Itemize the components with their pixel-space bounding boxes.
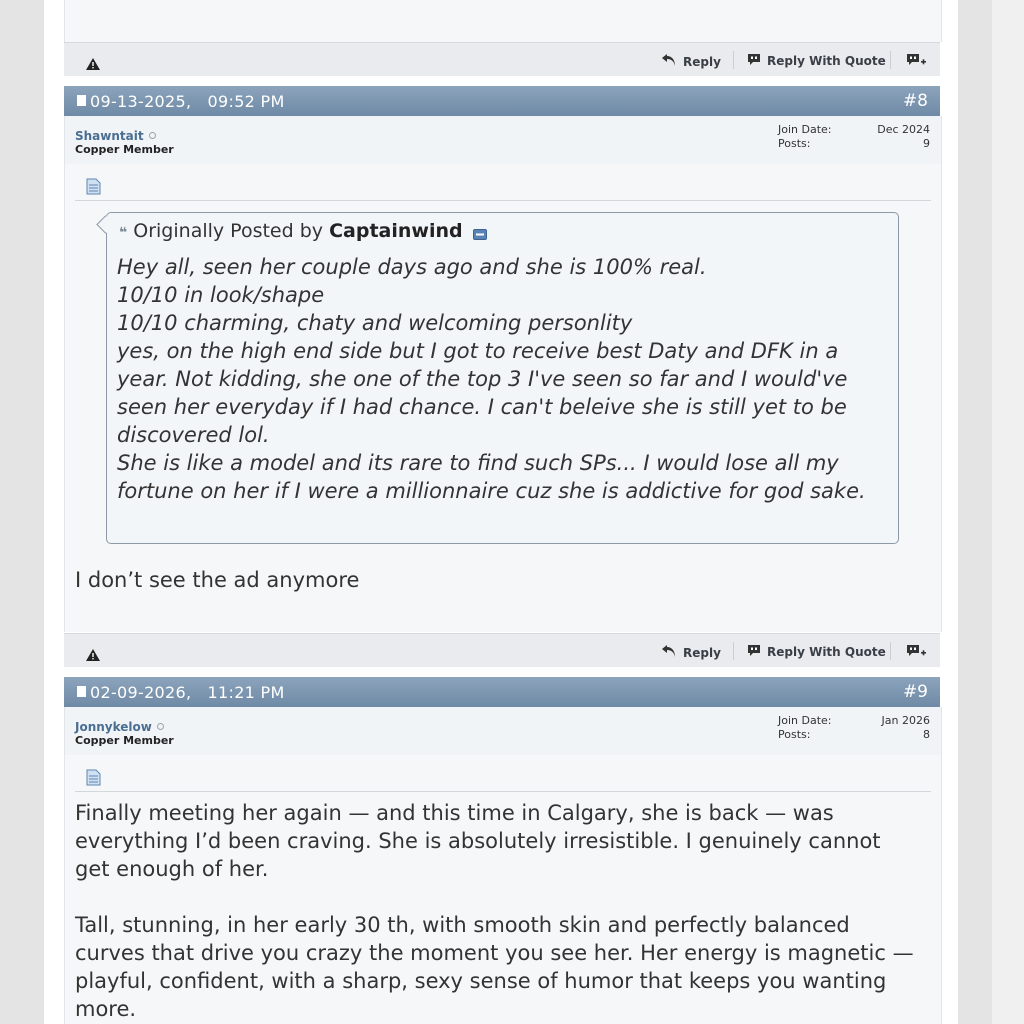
post-date: 09-13-2025, 09:52 PM	[90, 92, 285, 111]
post-message: Finally meeting her again — and this time in Calgary, she is back — was everything I’d been craving. She is absolutely irresistible. I genuinely cannot get enough of her. Tall, stunning, in her early 30 th, with smooth skin and perfectly balanced curves that drive you crazy the moment you see her. Her energy is magnetic — playful, confident, with a sharp, sexy sense of humor that keeps you wanting more.	[75, 801, 914, 1021]
quote-bubble-icon	[747, 53, 761, 69]
post-message: I don’t see the ad anymore	[75, 568, 360, 592]
offline-status-icon	[157, 723, 164, 730]
post-number-link[interactable]: #8	[902, 91, 928, 111]
scrollbar-track[interactable]	[992, 0, 1024, 1024]
multi-quote-icon[interactable]	[906, 644, 926, 658]
post-icon	[86, 769, 101, 790]
post-footer	[64, 42, 940, 76]
user-meta-labels: Join Date: Posts:	[778, 123, 832, 150]
post-header	[64, 86, 940, 116]
post-divider	[75, 200, 931, 201]
report-icon[interactable]	[86, 646, 100, 665]
user-meta-values: Jan 2026 8	[881, 714, 930, 741]
view-post-icon[interactable]	[473, 223, 487, 245]
divider	[733, 51, 734, 69]
divider	[890, 51, 891, 69]
user-meta-labels: Join Date: Posts:	[778, 714, 832, 741]
quote-block	[106, 212, 899, 544]
reply-icon	[661, 53, 677, 70]
post-date: 02-09-2026, 11:21 PM	[90, 683, 285, 702]
previous-post-tail	[64, 0, 942, 42]
post-header	[64, 677, 940, 707]
post-status-icon	[77, 95, 86, 106]
quote-marks-icon: ❝	[119, 225, 128, 241]
user-title: Copper Member	[75, 734, 174, 747]
multi-quote-icon[interactable]	[906, 53, 926, 67]
divider	[890, 642, 891, 660]
report-icon[interactable]	[86, 55, 100, 74]
post-status-icon	[77, 686, 86, 697]
reply-button[interactable]: Reply	[661, 53, 721, 70]
username-link[interactable]: Jonnykelow	[75, 720, 164, 734]
user-meta-values: Dec 2024 9	[877, 123, 930, 150]
quote-header: ❝ Originally Posted by Captainwind	[119, 220, 487, 245]
post-body	[64, 164, 942, 632]
quote-arrow	[96, 215, 114, 233]
username-link[interactable]: Shawntait	[75, 129, 156, 143]
offline-status-icon	[149, 132, 156, 139]
reply-icon	[661, 644, 677, 661]
user-info-bar	[64, 707, 942, 755]
reply-button[interactable]: Reply	[661, 644, 721, 661]
user-info-bar	[64, 116, 942, 164]
post-footer	[64, 633, 940, 667]
reply-with-quote-button[interactable]: Reply With Quote	[747, 53, 886, 69]
user-title: Copper Member	[75, 143, 174, 156]
post-number-link[interactable]: #9	[902, 682, 928, 702]
quote-text: Hey all, seen her couple days ago and she is 100% real. 10/10 in look/shape 10/10 charming, chaty and welcoming personlity yes, on the high end side but I got to receive best Daty and DFK in a year. Not kidding, she one of the top 3 I've seen so far and I would've seen her everyday if I had chance. I can't beleive she is still yet to be discovered lol. She is like a model and its rare to find such SPs... I would lose all my fortune on her if I were a millionnaire cuz she is addictive for god sake.	[117, 255, 866, 503]
post-icon	[86, 178, 101, 199]
quote-bubble-icon	[747, 644, 761, 660]
divider	[733, 642, 734, 660]
quote-author: Captainwind	[329, 220, 463, 242]
post-divider	[75, 791, 931, 792]
post-body	[64, 755, 942, 1024]
reply-with-quote-button[interactable]: Reply With Quote	[747, 644, 886, 660]
